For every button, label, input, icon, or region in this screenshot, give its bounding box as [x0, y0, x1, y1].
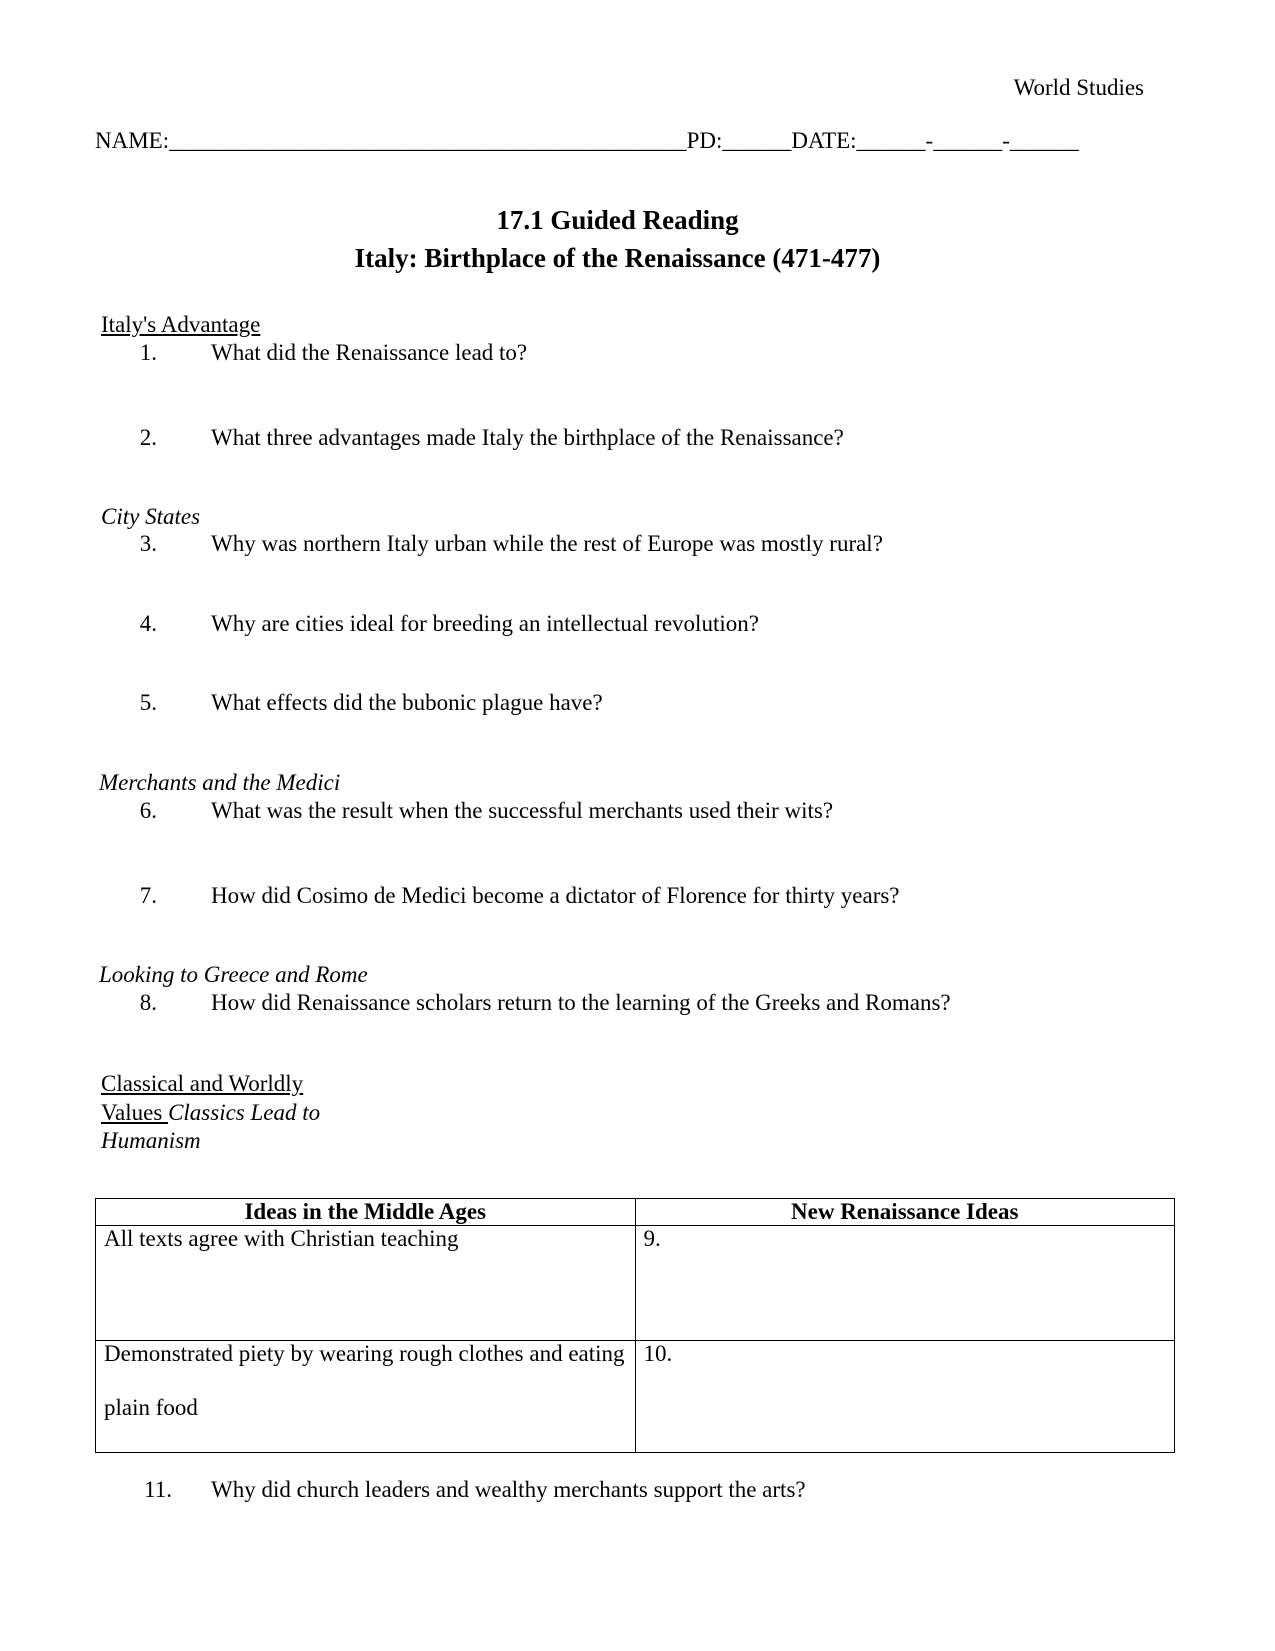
- question-number: 6.: [139, 798, 157, 823]
- ideas-comparison-table: [95, 1198, 1175, 1453]
- question-text: Why did church leaders and wealthy merchants support the arts?: [211, 1477, 806, 1502]
- section-heading-values: Values: [101, 1100, 169, 1125]
- name-pd-date-line: NAME:_____________________________________________PD:______DATE:______-______-______: [95, 128, 1079, 153]
- course-name: World Studies: [1013, 75, 1144, 100]
- question-number: 4.: [139, 611, 157, 636]
- question-number: 7.: [139, 883, 157, 908]
- question-text: What effects did the bubonic plague have?: [211, 690, 603, 715]
- question-number: 1.: [139, 340, 157, 365]
- table-header-middle-ages: Ideas in the Middle Ages: [96, 1199, 636, 1226]
- question-text: How did Renaissance scholars return to the learning of the Greeks and Romans?: [211, 990, 951, 1015]
- table-cell-middle-ages: [96, 1341, 636, 1453]
- question-text: What did the Renaissance lead to?: [211, 340, 528, 365]
- worksheet-subtitle: Italy: Birthplace of the Renaissance (471-477): [354, 243, 881, 273]
- table-header-renaissance: New Renaissance Ideas: [635, 1199, 1175, 1226]
- table-cell-answer-10[interactable]: 10.: [635, 1341, 1175, 1453]
- question-text: What three advantages made Italy the birthplace of the Renaissance?: [211, 425, 844, 450]
- section-heading-greece-rome: Looking to Greece and Rome: [99, 962, 368, 987]
- section-heading-italys-advantage: Italy's Advantage: [101, 312, 261, 337]
- question-text: How did Cosimo de Medici become a dictator of Florence for thirty years?: [211, 883, 900, 908]
- subheading-humanism: Humanism: [101, 1128, 201, 1153]
- section-heading-classical: Classical and Worldly: [101, 1071, 304, 1096]
- question-text: Why was northern Italy urban while the rest of Europe was mostly rural?: [211, 531, 883, 556]
- question-number: 5.: [139, 690, 157, 715]
- table-cell-answer-9[interactable]: 9.: [635, 1226, 1175, 1341]
- question-number: 3.: [139, 531, 157, 556]
- section-heading-merchants: Merchants and the Medici: [99, 770, 341, 795]
- subheading-classics-lead-to: Classics Lead to: [168, 1100, 321, 1125]
- section-heading-city-states: City States: [101, 504, 201, 529]
- worksheet-title: 17.1 Guided Reading: [496, 205, 739, 235]
- question-number: 8.: [139, 990, 157, 1015]
- question-text: What was the result when the successful merchants used their wits?: [211, 798, 834, 823]
- question-text: Why are cities ideal for breeding an intellectual revolution?: [211, 611, 759, 636]
- table-cell-text: Demonstrated piety by wearing rough clothes and eating plain food: [104, 1341, 625, 1420]
- question-number: 2.: [139, 425, 157, 450]
- table-header-row: [96, 1199, 1175, 1226]
- table-row: [96, 1226, 1175, 1341]
- table-row: [96, 1341, 1175, 1453]
- section-heading-classical-line2: [101, 1100, 320, 1126]
- question-number: 11.: [144, 1477, 172, 1502]
- table-cell-middle-ages: All texts agree with Christian teaching: [96, 1226, 636, 1341]
